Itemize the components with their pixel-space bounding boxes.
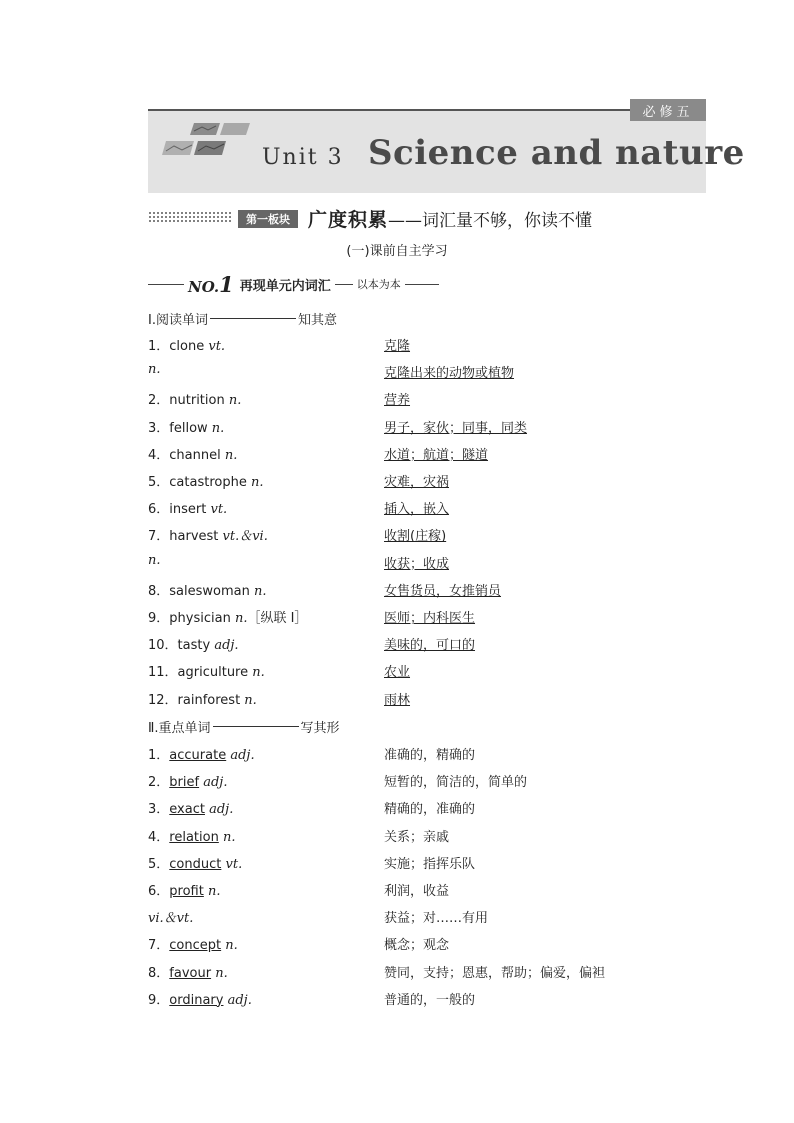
vocab-row (148, 417, 708, 439)
vocab-answer: favour (169, 965, 212, 981)
no1-heading (148, 272, 478, 296)
divider (405, 284, 439, 285)
vocab-answer: profit (169, 884, 204, 899)
vocab-word: 12．rainforest (148, 692, 245, 708)
vocab-row (148, 362, 708, 384)
vocab-word-cell (148, 444, 237, 463)
vocab-row (148, 962, 708, 984)
vocab-meaning: 克隆出来的动物或植物 (384, 366, 515, 382)
part-of-speech: n. (225, 938, 238, 954)
vocab-row (148, 553, 708, 575)
vocab-meaning: 克隆 (384, 339, 411, 354)
vocab-meaning: 收获；收成 (384, 556, 450, 572)
vocab-word-cell (148, 689, 257, 708)
part2-line (213, 726, 299, 727)
vocab-answer: exact (169, 802, 205, 818)
vocab-answer: brief (169, 775, 200, 791)
part-of-speech: n. (234, 611, 248, 626)
part-of-speech: n. (211, 420, 225, 436)
vocab-meaning: 雨林 (384, 692, 411, 708)
vocab-meaning: 插入，嵌入 (384, 502, 450, 518)
vocab-word: 11．agriculture (148, 665, 253, 681)
dot-pattern (148, 211, 232, 223)
vocab-word-cell (148, 498, 227, 517)
vocab-answer: ordinary (169, 992, 224, 1008)
part2-left: Ⅱ.重点单词 (148, 721, 211, 736)
no1-number: 1 (219, 271, 234, 297)
no1-tail: 以本为本 (356, 278, 401, 291)
part-of-speech: adj. (230, 748, 255, 763)
section-subtitle: ——词汇量不够，你读不懂 (388, 211, 593, 231)
vocab-answer: concept (169, 938, 222, 954)
divider (335, 284, 353, 285)
vocab-word-cell (148, 389, 241, 408)
part-of-speech: n. (253, 583, 267, 599)
vocab-row (148, 744, 708, 766)
part1-heading (148, 309, 337, 328)
vocab-word-cell (148, 934, 238, 953)
vocab-row (148, 335, 708, 357)
vocab-word-cell (148, 989, 252, 1008)
vocab-meaning: 概念；观念 (384, 938, 450, 954)
part1-right: 知其意 (297, 313, 337, 328)
part-of-speech: n. (244, 692, 257, 708)
vocab-meaning: 收割(庄稼) (384, 529, 447, 545)
vocab-meaning: 准确的，精确的 (384, 748, 476, 763)
block-badge: 第一板块 (238, 210, 298, 228)
vocab-number: 5． (148, 856, 170, 872)
vocab-word-cell (148, 607, 307, 626)
vocab-word: 5．catastrophe (148, 475, 251, 490)
vocab-answer: accurate (169, 748, 227, 763)
part-of-speech: n. (250, 475, 264, 490)
no1-title: 再现单元内词汇 (239, 278, 331, 294)
part-of-speech: vt. (225, 856, 243, 872)
vocab-meaning: 营养 (384, 393, 411, 409)
vocab-row (148, 907, 708, 929)
part-of-speech: n. (222, 829, 236, 845)
vocab-number: 7． (148, 938, 170, 954)
vocab-row (148, 389, 708, 411)
vocab-row (148, 771, 708, 793)
part2-heading (148, 717, 340, 736)
vocab-row (148, 634, 708, 656)
vocab-word-cell (148, 907, 193, 926)
vocab-row (148, 934, 708, 956)
vocab-word-cell (148, 744, 255, 763)
vocab-meaning: 灾难，灾祸 (384, 475, 450, 490)
vocab-number: 2． (148, 775, 170, 791)
vocab-number: 4． (148, 829, 170, 845)
vocab-meaning: 医师；内科医生 (384, 611, 476, 626)
vocab-word-cell (148, 962, 228, 981)
vocab-word: 9．physician (148, 611, 235, 626)
vocab-row (148, 880, 708, 902)
vocab-row (148, 471, 708, 493)
divider (148, 284, 184, 285)
vocab-note: ［纵联 Ⅰ］ (247, 611, 308, 626)
vocab-number: 8． (148, 965, 170, 981)
unit-number: Unit 3 (262, 145, 344, 170)
vocab-meaning: 实施；指挥乐队 (384, 856, 476, 872)
vocab-number: 1． (148, 748, 170, 763)
vocab-word-cell (148, 798, 233, 817)
unit-banner (148, 104, 745, 193)
vocab-row (148, 826, 708, 848)
part2-right: 写其形 (300, 721, 340, 736)
vocab-word: 1．clone (148, 339, 209, 354)
vocab-meaning: 水道；航道；隧道 (384, 447, 489, 463)
vocab-number: 9． (148, 992, 170, 1008)
section-title (308, 205, 592, 232)
vocab-meaning: 利润，收益 (384, 884, 450, 899)
vocab-answer: conduct (169, 856, 222, 872)
vocab-meaning: 获益；对……有用 (384, 911, 489, 927)
vocab-meaning: 男子，家伙；同事，同类 (384, 420, 528, 436)
part-of-speech: vt. (208, 339, 226, 354)
vocab-word: 2．nutrition (148, 393, 229, 409)
landscape-thumbnails-icon (158, 121, 253, 161)
part1-left: Ⅰ.阅读单词 (148, 313, 208, 328)
vocab-word-cell (148, 525, 268, 544)
vocab-meaning: 农业 (384, 665, 411, 681)
vocab-word-cell (148, 335, 225, 354)
part-of-speech: n. (228, 393, 242, 409)
vocab-row (148, 498, 708, 520)
no1-prefix: NO. (188, 277, 220, 296)
vocab-row (148, 661, 708, 683)
vocab-row (148, 444, 708, 466)
vocab-row (148, 607, 708, 629)
vocab-word-cell (148, 471, 263, 490)
vocab-row (148, 989, 708, 1011)
vocab-word-cell (148, 853, 242, 872)
part-of-speech: adj. (209, 802, 234, 818)
vocab-word-cell (148, 580, 267, 599)
book-tag: 必修五 (630, 99, 706, 121)
vocab-meaning: 赞同，支持；恩惠，帮助；偏爱，偏袒 (384, 965, 606, 981)
vocab-word: 8．saleswoman (148, 583, 254, 599)
vocab-word-cell (148, 417, 224, 436)
part-of-speech: n. (148, 362, 161, 378)
section-header (148, 205, 708, 231)
vocab-word: 3．fellow (148, 420, 212, 436)
vocab-row (148, 798, 708, 820)
part-of-speech: vt. (210, 502, 228, 518)
part-of-speech: vt.＆vi. (222, 529, 268, 545)
vocab-row (148, 525, 708, 547)
vocab-answer: relation (169, 829, 219, 845)
vocab-word: 6．insert (148, 502, 211, 518)
vocab-word-cell (148, 661, 265, 680)
part1-line (210, 318, 296, 319)
vocab-word-cell (148, 362, 161, 377)
vocab-word-cell (148, 634, 239, 653)
part-of-speech: n. (148, 552, 161, 568)
vocab-word: 10．tasty (148, 638, 215, 654)
part-of-speech: n. (224, 447, 238, 463)
vocab-word-cell (148, 880, 221, 899)
vocab-word-cell (148, 826, 235, 845)
vocab-meaning: 精确的，准确的 (384, 802, 476, 818)
part-of-speech: adj. (214, 638, 239, 654)
part-of-speech: adj. (227, 992, 252, 1008)
part-of-speech: adj. (203, 775, 228, 791)
vocab-meaning: 关系；亲戚 (384, 829, 450, 845)
vocab-word-cell (148, 553, 161, 568)
vocab-row (148, 853, 708, 875)
section-title-main: 广度积累 (308, 209, 389, 231)
vocab-row (148, 580, 708, 602)
subheading: (一)课前自主学习 (346, 244, 448, 259)
part-of-speech: n. (207, 884, 221, 899)
vocab-number: 3． (148, 802, 170, 818)
unit-title: Science and nature (368, 133, 745, 173)
vocab-meaning: 美味的，可口的 (384, 638, 476, 654)
part-of-speech: n. (252, 665, 265, 681)
vocab-meaning: 女售货员，女推销员 (384, 583, 502, 599)
vocab-word: 7．harvest (148, 529, 223, 545)
part-of-speech: vi.＆vt. (148, 911, 194, 927)
vocab-meaning: 普通的，一般的 (384, 992, 476, 1008)
vocab-row (148, 689, 708, 711)
part-of-speech: n. (215, 965, 228, 981)
vocab-number: 6． (148, 884, 170, 899)
no1-label (188, 272, 234, 297)
vocab-meaning: 短暂的，简洁的，简单的 (384, 775, 528, 791)
vocab-word: 4．channel (148, 447, 225, 463)
vocab-word-cell (148, 771, 227, 790)
